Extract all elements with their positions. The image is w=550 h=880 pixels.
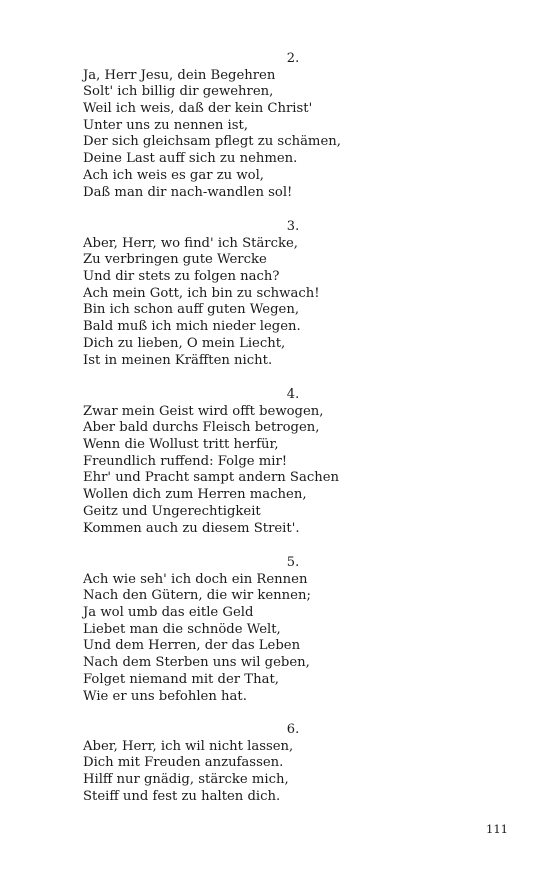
stanza-number: 6. (286, 722, 300, 737)
verse-line: Wie er uns befohlen hat. (83, 688, 247, 704)
verse-line: Aber, Herr, ich wil nicht lassen, (83, 738, 294, 754)
verse-line: Freundlich ruffend: Folge mir! (83, 453, 288, 469)
verse-line: Wenn die Wollust tritt herfür, (83, 437, 279, 453)
verse-line: Ach ich weis es gar zu wol, (83, 167, 264, 183)
stanza-4 (83, 387, 503, 537)
verse-line: Aber bald durchs Fleisch betrogen, (83, 420, 320, 436)
stanza-3 (83, 219, 503, 369)
stanza-number: 4. (286, 387, 300, 402)
verse-line: Aber, Herr, wo find' ich Stärcke, (83, 235, 298, 251)
verse-line: Ja, Herr Jesu, dein Begehren (83, 67, 276, 83)
verse-line: Ja wol umb das eitle Geld (83, 605, 254, 621)
verse-line: Solt' ich billig dir gewehren, (83, 84, 274, 100)
verse-line: Wollen dich zum Herren machen, (83, 487, 307, 503)
verse-line: Und dir stets zu folgen nach? (83, 269, 280, 285)
verse-line: Zwar mein Geist wird offt bewogen, (83, 403, 324, 419)
verse-line: Weil ich weis, daß der kein Christ' (83, 101, 313, 117)
stanza-number: 3. (286, 219, 300, 234)
stanza-6 (83, 722, 503, 805)
verse-line: Zu verbringen gute Wercke (83, 252, 267, 268)
verse-line: Kommen auch zu diesem Streit'. (83, 520, 300, 536)
verse-line: Bald muß ich mich nieder legen. (83, 319, 301, 335)
verse-line: Dich mit Freuden anzufassen. (83, 755, 284, 771)
verse-line: Steiff und fest zu halten dich. (83, 788, 281, 804)
verse-line: Der sich gleichsam pflegt zu schämen, (83, 134, 341, 150)
verse-line: Nach den Gütern, die wir kennen; (83, 588, 311, 604)
verse-line: Geitz und Ungerechtigkeit (83, 503, 261, 519)
verse-line: Nach dem Sterben uns wil geben, (83, 655, 310, 671)
verse-line: Ist in meinen Kräfften nicht. (83, 352, 273, 368)
verse-line: Unter uns zu nennen ist, (83, 117, 249, 133)
page-number: 111 (486, 822, 508, 836)
verse-line: Daß man dir nach-wandlen sol! (83, 184, 293, 200)
stanza-5 (83, 555, 503, 705)
verse-line: Liebet man die schnöde Welt, (83, 621, 281, 637)
verse-line: Folget niemand mit der That, (83, 671, 279, 687)
verse-line: Ach mein Gott, ich bin zu schwach! (83, 285, 320, 301)
verse-line: Hilff nur gnädig, stärcke mich, (83, 772, 289, 788)
verse-line: Deine Last auff sich zu nehmen. (83, 151, 298, 167)
verse-line: Ehr' und Pracht sampt andern Sachen (83, 470, 340, 486)
verse-line: Bin ich schon auff guten Wegen, (83, 302, 300, 318)
stanza-number: 2. (286, 51, 300, 66)
stanza-number: 5. (286, 555, 300, 570)
verse-line: Dich zu lieben, O mein Liecht, (83, 335, 286, 351)
verse-line: Ach wie seh' ich doch ein Rennen (83, 571, 308, 587)
verse-line: Und dem Herren, der das Leben (83, 638, 301, 654)
stanza-2 (83, 51, 503, 201)
